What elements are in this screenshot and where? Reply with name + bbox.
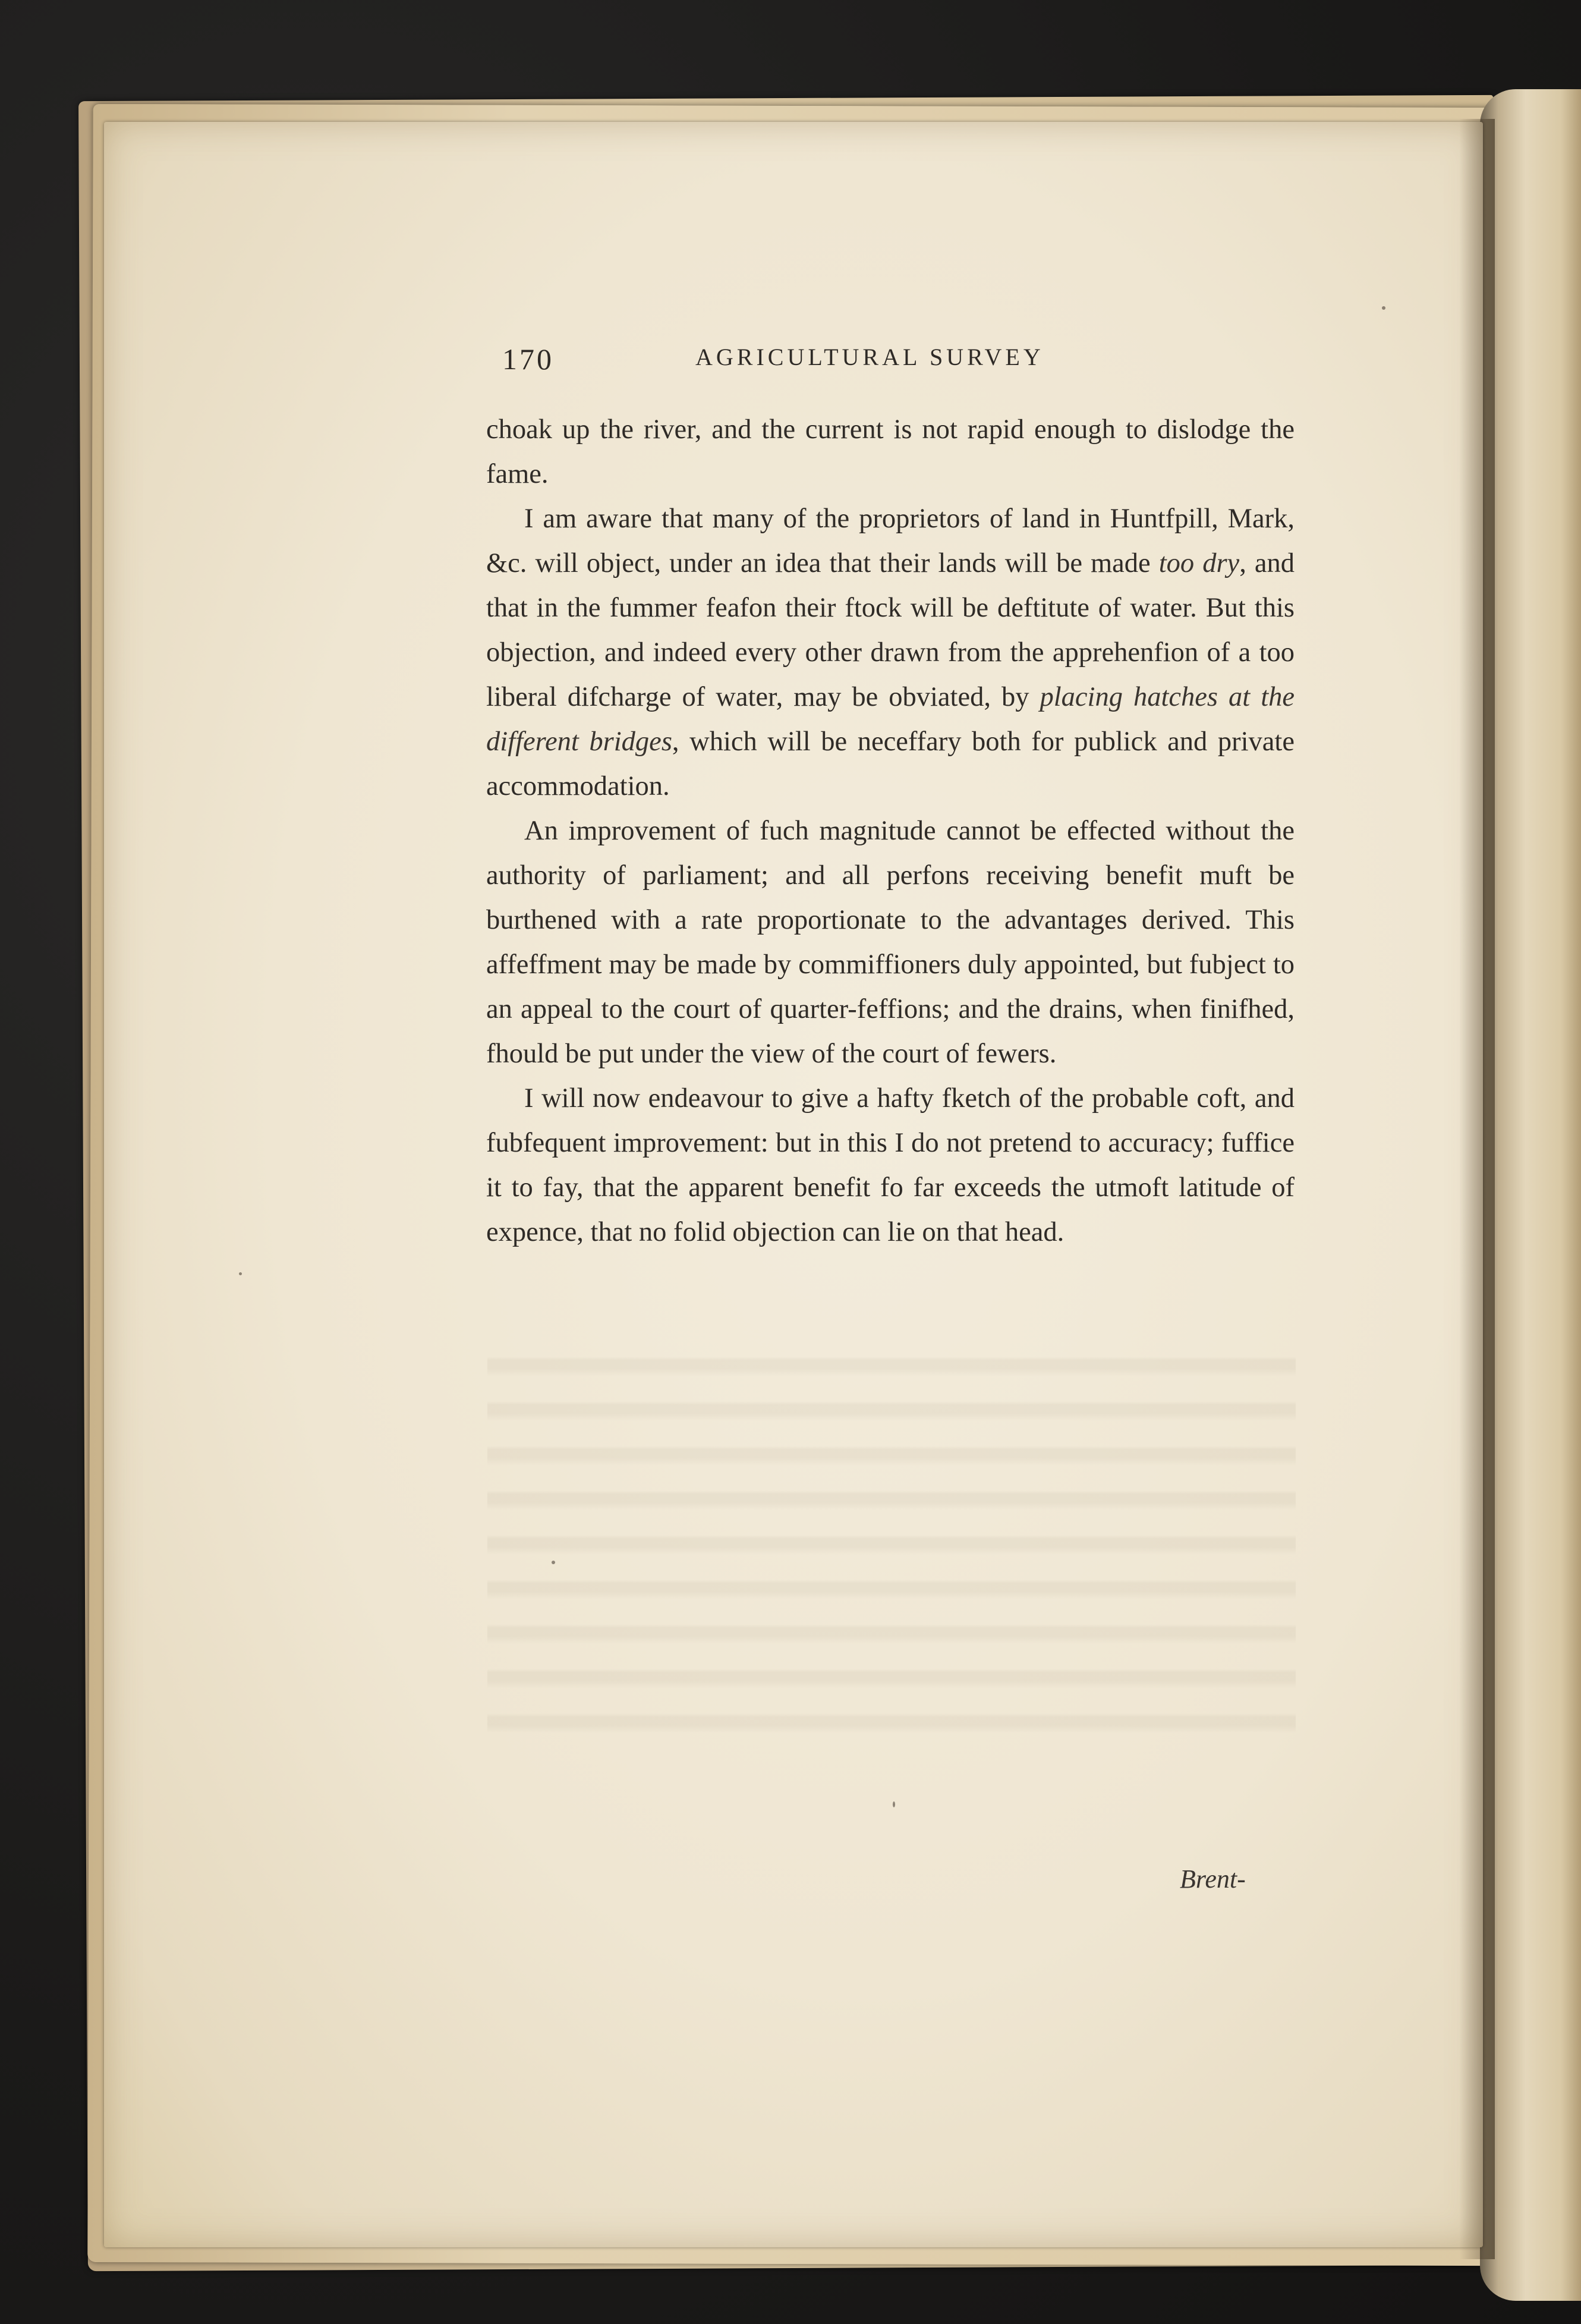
paragraph	[486, 496, 1295, 809]
gutter-shadow	[1459, 119, 1495, 2259]
italic-phrase: placing hatches at the different bridges	[486, 682, 1295, 757]
paper-speck	[893, 1801, 895, 1807]
text-run: , which will be neceffary both for publick and private accommodation.	[486, 727, 1295, 801]
text-run: , and that in the fummer feafon their ftock will be deftitute of water. But this objection, and indeed every other drawn from the apprehenfion of a too liberal difcharge of water, may be obviated, by	[486, 548, 1295, 712]
catchword: Brent-	[1180, 1864, 1246, 1894]
paragraph	[486, 809, 1295, 1076]
body-text	[486, 407, 1295, 1254]
running-head: AGRICULTURAL SURVEY	[695, 344, 1044, 370]
facing-page-edge	[1480, 89, 1581, 2301]
text-run: choak up the river, and the current is not rapid enough to dislodge the fame.	[486, 414, 1295, 489]
paper-speck	[239, 1272, 242, 1275]
paper-speck	[552, 1561, 555, 1564]
page-header	[502, 342, 1287, 383]
verso-show-through	[487, 1332, 1296, 1748]
paragraph	[486, 1076, 1295, 1254]
italic-phrase: too dry	[1158, 548, 1240, 578]
text-run: I am aware that many of the proprietors of land in Huntfpill, Mark, &c. will object, under an idea that their lands will be made	[486, 504, 1295, 578]
page-number: 170	[502, 342, 554, 376]
paragraph	[486, 407, 1295, 496]
paper-speck	[1382, 306, 1385, 310]
text-run: I will now endeavour to give a hafty fketch of the probable coft, and fubfequent improvement: but in this I do not pretend to accuracy; fuffice it to fay, that the apparent benefit fo far exceeds the utmoft latitude of expence, that no folid objection can lie on that head.	[486, 1083, 1295, 1247]
text-run: An improvement of fuch magnitude cannot be effected without the authority of parliament; and all perfons receiving benefit muft be burthened with a rate proportionate to the advantages derived. This affeffment may be made by commiffioners duly appointed, but fubject to an appeal to the court of quarter-feffions; and the drains, when finifhed, fhould be put under the view of the court of fewers.	[486, 816, 1295, 1069]
